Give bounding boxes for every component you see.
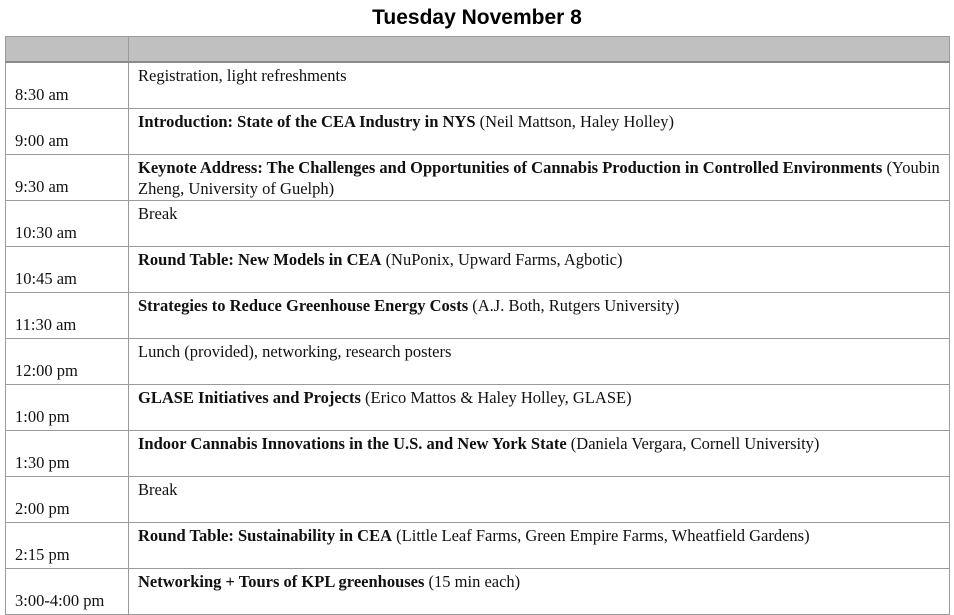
session-title: Networking + Tours of KPL greenhouses bbox=[138, 572, 425, 591]
session-cell bbox=[129, 431, 950, 477]
session-detail: Registration, light refreshments bbox=[138, 66, 347, 85]
table-row bbox=[6, 569, 950, 615]
time-cell: 10:30 am bbox=[6, 201, 129, 247]
session-cell bbox=[129, 109, 950, 155]
page-title: Tuesday November 8 bbox=[372, 6, 582, 29]
time-cell: 1:00 pm bbox=[6, 385, 129, 431]
time-cell: 2:15 pm bbox=[6, 523, 129, 569]
time-cell: 9:30 am bbox=[6, 155, 129, 201]
session-title: Keynote Address: The Challenges and Opportunities of Cannabis Production in Controlled Environments bbox=[138, 158, 883, 177]
session-detail: (15 min each) bbox=[424, 572, 521, 591]
session-cell bbox=[129, 477, 950, 523]
table-row bbox=[6, 155, 950, 201]
session-cell bbox=[129, 293, 950, 339]
session-detail: (A.J. Both, Rutgers University) bbox=[468, 296, 680, 315]
time-cell: 2:00 pm bbox=[6, 477, 129, 523]
table-row bbox=[6, 201, 950, 247]
table-row bbox=[6, 109, 950, 155]
session-title: Round Table: New Models in CEA bbox=[138, 250, 382, 269]
session-title: Strategies to Reduce Greenhouse Energy Costs bbox=[138, 296, 469, 315]
session-title: GLASE Initiatives and Projects bbox=[138, 388, 361, 407]
session-detail: (NuPonix, Upward Farms, Agbotic) bbox=[381, 250, 623, 269]
session-cell bbox=[129, 62, 950, 109]
table-row bbox=[6, 385, 950, 431]
schedule-table bbox=[5, 36, 950, 615]
session-cell bbox=[129, 155, 950, 201]
session-detail: (Little Leaf Farms, Green Empire Farms, Wheatfield Gardens) bbox=[392, 526, 810, 545]
table-header-row bbox=[6, 37, 950, 63]
session-detail: (Youbin Zheng, University of Guelph) bbox=[138, 158, 940, 198]
session-cell bbox=[129, 569, 950, 615]
session-cell bbox=[129, 201, 950, 247]
session-title: Indoor Cannabis Innovations in the U.S. and New York State bbox=[138, 434, 567, 453]
time-cell: 1:30 pm bbox=[6, 431, 129, 477]
time-cell: 8:30 am bbox=[6, 62, 129, 109]
table-row bbox=[6, 523, 950, 569]
table-row bbox=[6, 293, 950, 339]
time-cell: 12:00 pm bbox=[6, 339, 129, 385]
table-row bbox=[6, 339, 950, 385]
table-row bbox=[6, 477, 950, 523]
session-detail: (Daniela Vergara, Cornell University) bbox=[566, 434, 820, 453]
table-row bbox=[6, 62, 950, 109]
session-detail: Lunch (provided), networking, research posters bbox=[138, 342, 452, 361]
session-cell bbox=[129, 385, 950, 431]
session-detail: (Neil Mattson, Haley Holley) bbox=[475, 112, 674, 131]
table-row bbox=[6, 431, 950, 477]
session-title: Introduction: State of the CEA Industry in NYS bbox=[138, 112, 476, 131]
header-cell-session bbox=[129, 37, 950, 63]
table-row bbox=[6, 247, 950, 293]
session-detail: Break bbox=[138, 204, 178, 223]
time-cell: 3:00-4:00 pm bbox=[6, 569, 129, 615]
time-cell: 10:45 am bbox=[6, 247, 129, 293]
header-cell-time bbox=[6, 37, 129, 63]
session-cell bbox=[129, 247, 950, 293]
session-detail: Break bbox=[138, 480, 178, 499]
time-cell: 9:00 am bbox=[6, 109, 129, 155]
time-cell: 11:30 am bbox=[6, 293, 129, 339]
session-detail: (Erico Mattos & Haley Holley, GLASE) bbox=[360, 388, 632, 407]
session-cell bbox=[129, 523, 950, 569]
session-title: Round Table: Sustainability in CEA bbox=[138, 526, 393, 545]
session-cell bbox=[129, 339, 950, 385]
